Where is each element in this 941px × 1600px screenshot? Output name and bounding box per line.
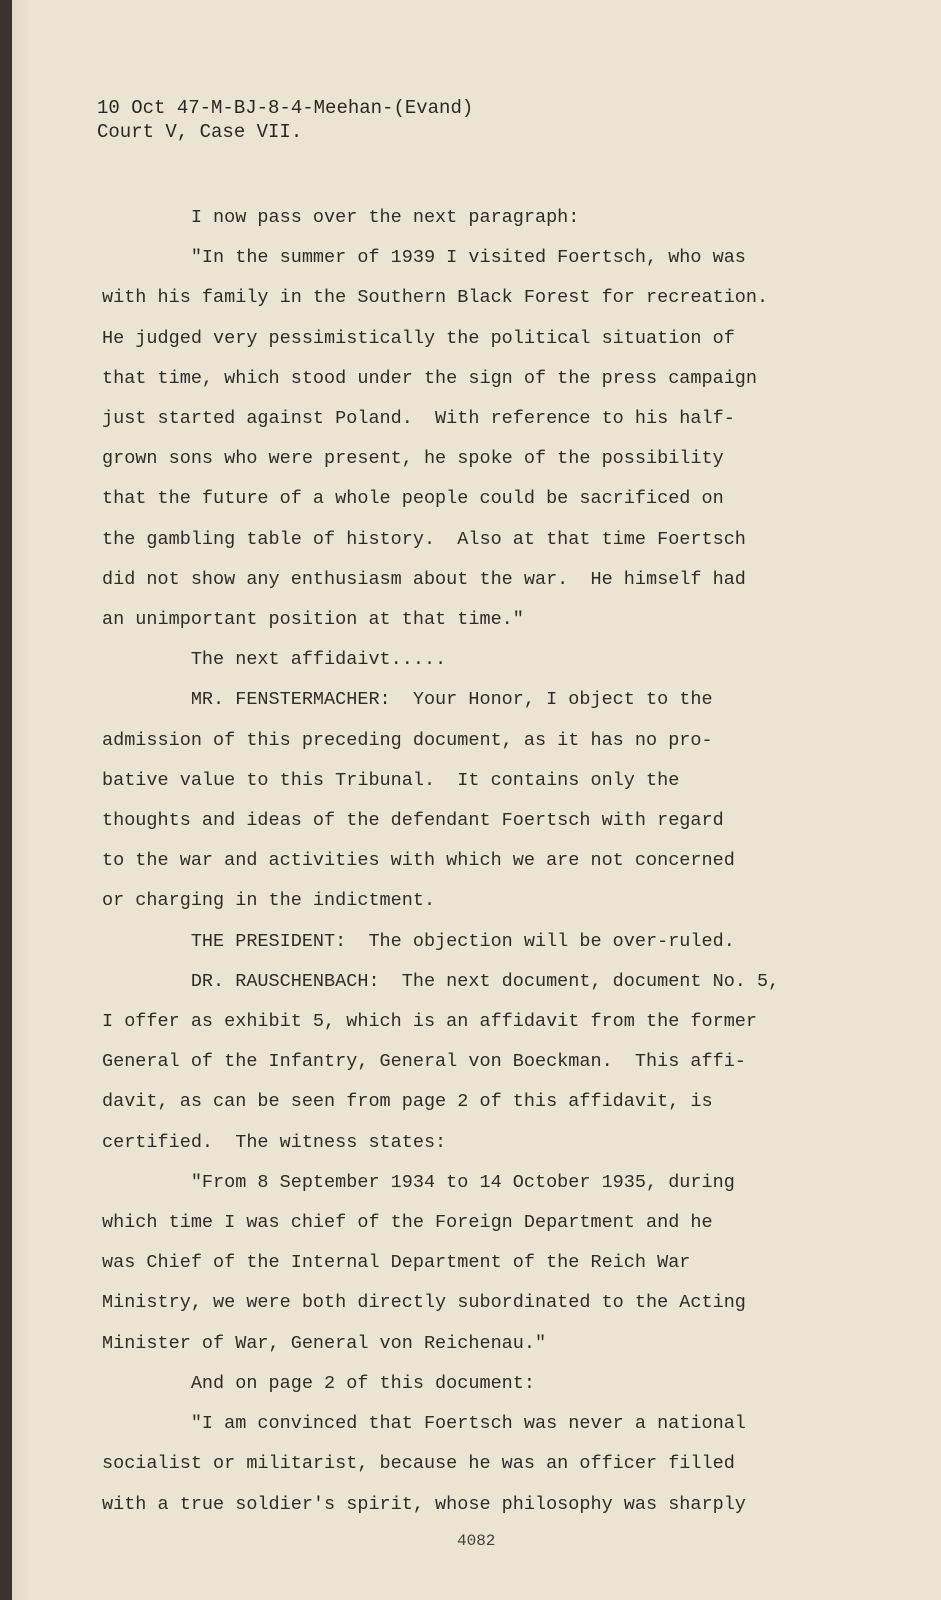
document-page [12,0,941,1600]
transcript-body [102,198,862,1525]
transcript-line: DR. RAUSCHENBACH: The next document, document No. 5, [102,970,780,992]
transcript-line: "From 8 September 1934 to 14 October 1935, during [102,1171,735,1193]
transcript-line: with a true soldier's spirit, whose philosophy was sharply [102,1493,746,1515]
transcript-line: And on page 2 of this document: [102,1372,535,1394]
transcript-line: the gambling table of history. Also at that time Foertsch [102,528,746,550]
transcript-line: Ministry, we were both directly subordinated to the Acting [102,1292,746,1314]
transcript-line: MR. FENSTERMACHER: Your Honor, I object to the [102,689,713,711]
transcript-line: grown sons who were present, he spoke of the possibility [102,448,724,470]
transcript-line: I offer as exhibit 5, which is an affidavit from the former [102,1011,758,1033]
transcript-line: an unimportant position at that time." [102,609,524,631]
document-header [97,96,473,144]
transcript-line: davit, as can be seen from page 2 of this affidavit, is [102,1091,713,1113]
transcript-line: that the future of a whole people could be sacrificed on [102,488,724,510]
header-line-court-case: Court V, Case VII. [97,121,303,143]
transcript-line: THE PRESIDENT: The objection will be over-ruled. [102,930,735,952]
transcript-line: with his family in the Southern Black Forest for recreation. [102,287,769,309]
transcript-line: thoughts and ideas of the defendant Foertsch with regard [102,810,724,832]
transcript-line: did not show any enthusiasm about the war. He himself had [102,568,746,590]
header-line-date-code: 10 Oct 47-M-BJ-8-4-Meehan-(Evand) [97,97,474,119]
transcript-line: which time I was chief of the Foreign Department and he [102,1212,713,1234]
transcript-line: The next affidaivt..... [102,649,447,671]
transcript-line: certified. The witness states: [102,1131,447,1153]
transcript-line: socialist or militarist, because he was an officer filled [102,1453,735,1475]
transcript-line: admission of this preceding document, as it has no pro- [102,729,713,751]
transcript-line: or charging in the indictment. [102,890,436,912]
transcript-line: I now pass over the next paragraph: [102,207,580,228]
transcript-line: that time, which stood under the sign of the press campaign [102,367,758,389]
transcript-line: just started against Poland. With reference to his half- [102,408,735,430]
transcript-line: He judged very pessimistically the political situation of [102,327,735,349]
transcript-line: bative value to this Tribunal. It contains only the [102,769,680,791]
transcript-line: "I am convinced that Foertsch was never a national [102,1413,746,1435]
transcript-line: Minister of War, General von Reichenau." [102,1332,547,1354]
transcript-line: was Chief of the Internal Department of the Reich War [102,1252,691,1274]
page-number: 4082 [457,1532,496,1550]
transcript-line: "In the summer of 1939 I visited Foertsch, who was [102,247,746,269]
transcript-line: to the war and activities with which we are not concerned [102,850,735,872]
transcript-line: General of the Infantry, General von Boeckman. This affi- [102,1051,746,1073]
